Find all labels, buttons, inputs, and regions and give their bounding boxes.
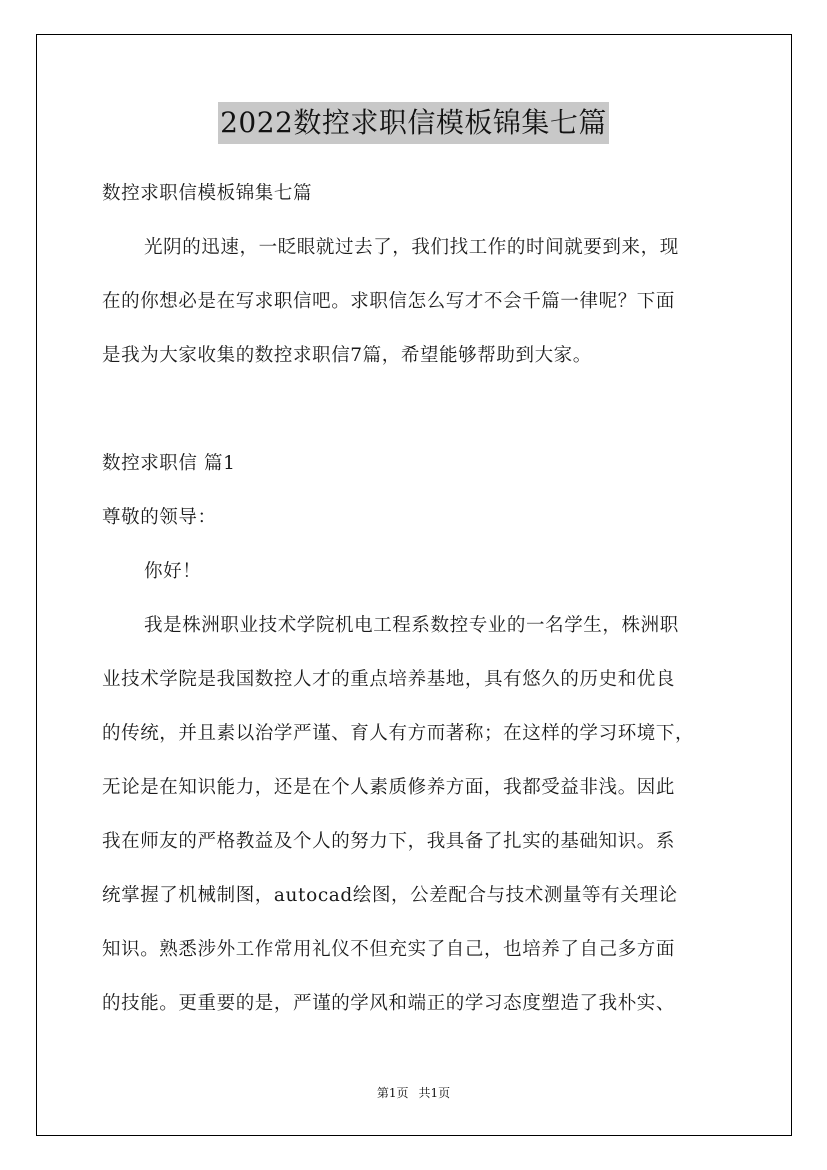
body-line-5: 我在师友的严格教益及个人的努力下，我具备了扎实的基础知识。系 xyxy=(102,831,676,852)
body-line-8: 的技能。更重要的是，严谨的学风和端正的学习态度塑造了我朴实、 xyxy=(102,993,676,1014)
salutation: 尊敬的领导： xyxy=(102,507,217,528)
body-line-7: 知识。熟悉涉外工作常用礼仪不但充实了自己，也培养了自己多方面 xyxy=(102,939,676,960)
page-number: 第1页 xyxy=(376,1086,409,1100)
document-subtitle: 数控求职信模板锦集七篇 xyxy=(102,183,313,204)
body-line-1: 我是株洲职业技术学院机电工程系数控专业的一名学生，株洲职 xyxy=(144,615,679,636)
intro-line-1: 光阴的迅速，一眨眼就过去了，我们找工作的时间就要到来，现 xyxy=(144,237,679,258)
body-line-6: 统掌握了机械制图，autocad绘图，公差配合与技术测量等有关理论 xyxy=(102,885,678,906)
greeting: 你好！ xyxy=(144,561,202,582)
title-wrapper xyxy=(0,102,827,144)
page-footer xyxy=(0,1085,827,1101)
document-title: 2022数控求职信模板锦集七篇 xyxy=(218,102,609,144)
body-line-3: 的传统，并且素以治学严谨、育人有方而著称；在这样的学习环境下， xyxy=(102,723,695,744)
body-line-2: 业技术学院是我国数控人才的重点培养基地，具有悠久的历史和优良 xyxy=(102,669,676,690)
section-heading: 数控求职信 篇1 xyxy=(102,453,236,474)
intro-line-3: 是我为大家收集的数控求职信7篇，希望能够帮助到大家。 xyxy=(102,345,592,366)
page-total: 共1页 xyxy=(418,1086,451,1100)
intro-line-2: 在的你想必是在写求职信吧。求职信怎么写才不会千篇一律呢？下面 xyxy=(102,291,676,312)
body-line-4: 无论是在知识能力，还是在个人素质修养方面，我都受益非浅。因此 xyxy=(102,777,676,798)
